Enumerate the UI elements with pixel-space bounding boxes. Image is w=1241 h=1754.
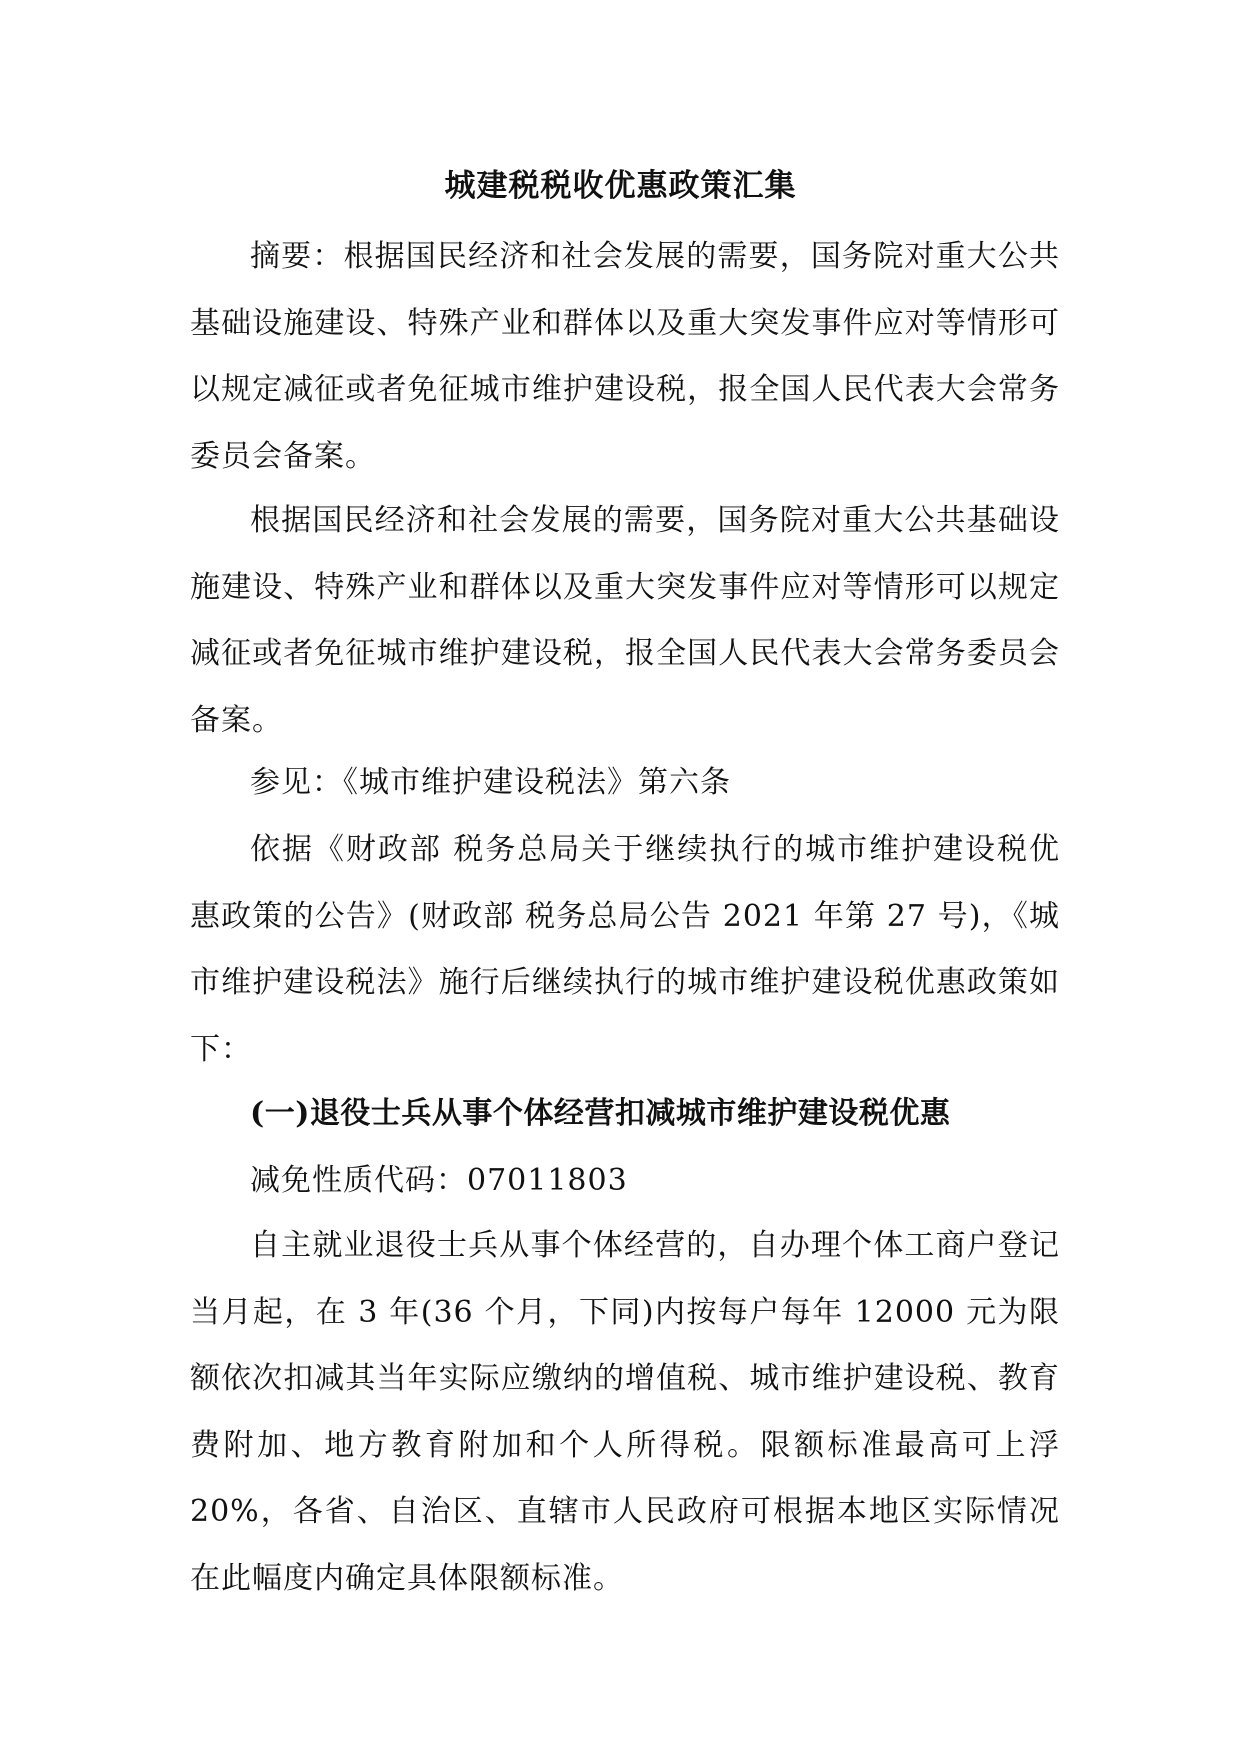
abstract-paragraph: 摘要：根据国民经济和社会发展的需要，国务院对重大公共基础设施建设、特殊产业和群体以及重大突发事件应对等情形可以规定减征或者免征城市维护建设税，报全国人民代表大会常务委员会备案。 bbox=[190, 239, 1060, 474]
document-title: 城建税税收优惠政策汇集 bbox=[444, 168, 797, 204]
section-heading: (一)退役士兵从事个体经营扣减城市维护建设税优惠 bbox=[250, 1096, 951, 1131]
basis-paragraph: 依据《财政部 税务总局关于继续执行的城市维护建设税优惠政策的公告》(财政部 税务总局公告 2021 年第 27 号)，《城市维护建设税法》施行后继续执行的城市维护建设税优惠政策如下： bbox=[190, 832, 1060, 1067]
reference-paragraph: 参见：《城市维护建设税法》第六条 bbox=[250, 765, 731, 800]
body-paragraph: 根据国民经济和社会发展的需要，国务院对重大公共基础设施建设、特殊产业和群体以及重大突发事件应对等情形可以规定减征或者免征城市维护建设税，报全国人民代表大会常务委员会备案。 bbox=[190, 503, 1060, 738]
section-body-paragraph: 自主就业退役士兵从事个体经营的，自办理个体工商户登记当月起，在 3 年(36 个月，下同)内按每户每年 12000 元为限额依次扣减其当年实际应缴纳的增值税、城市维护建设税、教育费附加、地方教育附加和个人所得税。限额标准最高可上浮 20%，各省、自治区、直辖市人民政府可根据本地区实际情况在此幅度内确定具体限额标准。 bbox=[190, 1228, 1060, 1596]
exemption-code: 减免性质代码：07011803 bbox=[250, 1163, 628, 1198]
